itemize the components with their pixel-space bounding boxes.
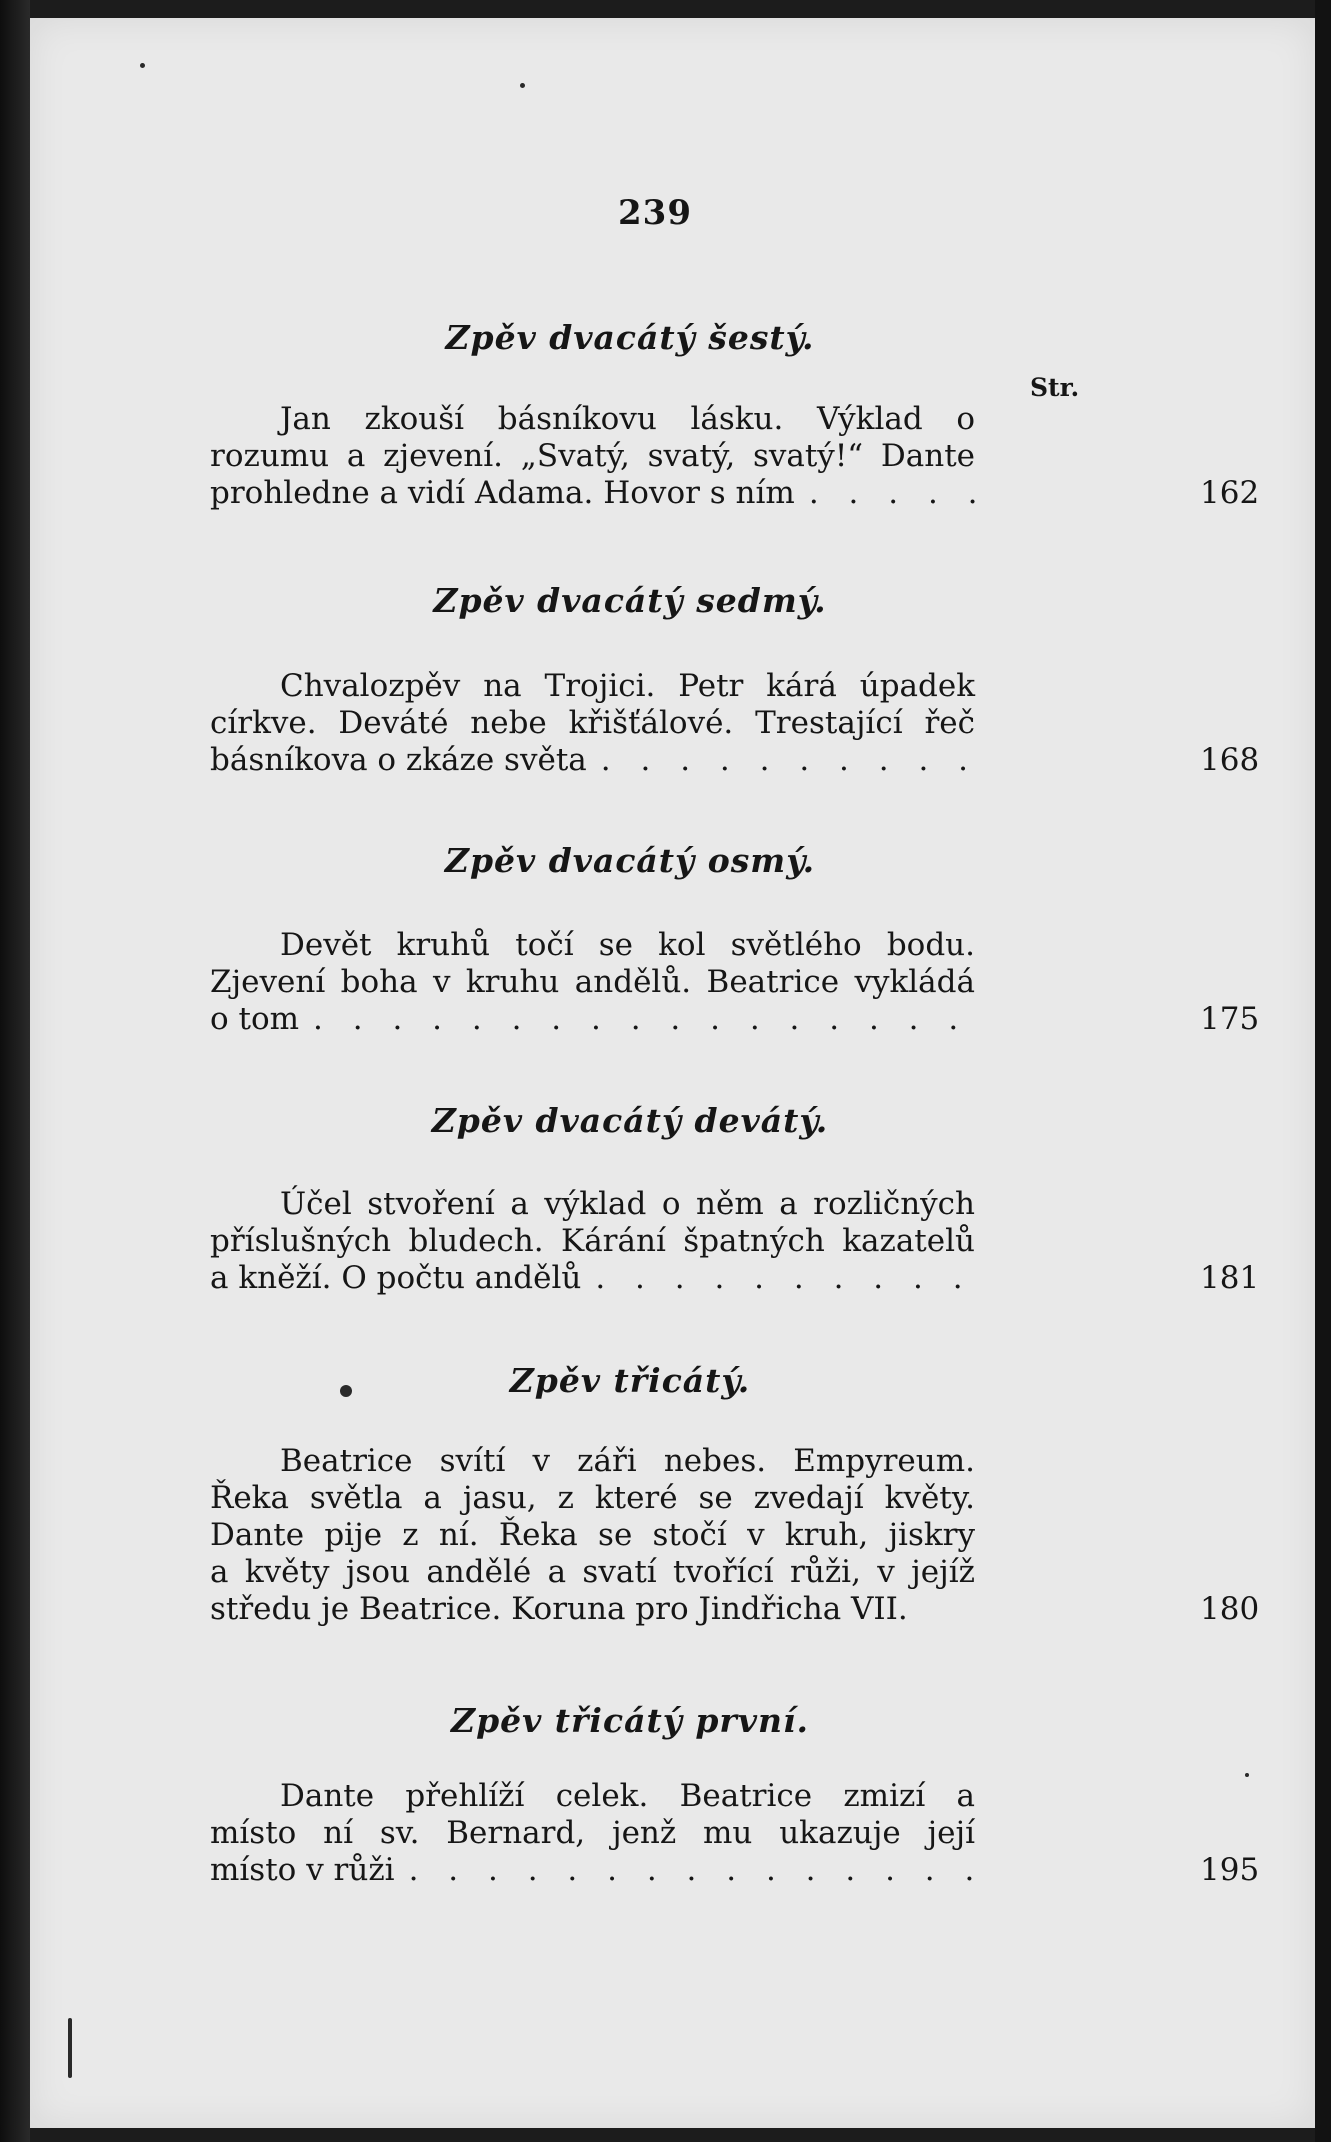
entry-line: Účel stvoření a výklad o něm a rozličných: [280, 1186, 975, 1222]
section-entry: [210, 927, 1260, 1038]
entry-line: Dante přehlíží celek. Beatrice zmizí a: [280, 1778, 975, 1814]
entry-line: Zjevení boha v kruhu andělů. Beatrice vykládá: [210, 964, 975, 1000]
entry-line-text: o tom: [210, 1001, 300, 1037]
page-edge-shadow-left: [0, 0, 30, 2142]
entry-line: Dante pije z ní. Řeka se stočí v kruh, jiskry: [210, 1517, 975, 1553]
entry-last-line: [210, 1260, 975, 1297]
entry-line: Jan zkouší básníkovu lásku. Výklad o: [280, 401, 975, 437]
entry-line: středu je Beatrice. Koruna pro Jindřicha VII.: [210, 1591, 908, 1627]
entry-page-number: 162: [1200, 475, 1260, 511]
section-entry: [210, 1778, 1260, 1889]
dot-leader: [795, 475, 975, 512]
section-heading: Zpěv třicátý první.: [450, 1701, 810, 1740]
scan-speck: [340, 1385, 352, 1397]
section-heading: Zpěv třicátý.: [509, 1361, 751, 1400]
dot-leader: [395, 1852, 975, 1889]
entry-last-line: [210, 475, 975, 512]
entry-line: církve. Deváté nebe křišťálové. Trestající řeč: [210, 705, 975, 741]
entry-line-text: prohledne a vidí Adama. Hovor s ním: [210, 475, 795, 511]
entry-page-number: 175: [1200, 1001, 1260, 1037]
scan-speck: [520, 83, 525, 88]
entry-line: rozumu a zjevení. „Svatý, svatý, svatý!“ Dante: [210, 438, 975, 474]
section-heading: Zpěv dvacátý sedmý.: [433, 581, 827, 620]
entry-line: Řeka světla a jasu, z které se zvedají květy.: [210, 1480, 975, 1516]
dot-leader: [581, 1260, 975, 1297]
entry-page-number: 195: [1200, 1852, 1260, 1888]
section-entry: [210, 668, 1260, 779]
entry-line: Beatrice svítí v záři nebes. Empyreum.: [280, 1443, 975, 1479]
entry-line: příslušných bludech. Kárání špatných kazatelů: [210, 1223, 975, 1259]
book-page: [30, 18, 1315, 2128]
page-column-label: Str.: [1030, 373, 1080, 402]
entry-last-line: [210, 1852, 975, 1889]
entry-page-number: 168: [1200, 742, 1260, 778]
entry-line-text: a kněží. O počtu andělů: [210, 1260, 582, 1296]
section-entry: [210, 401, 1260, 512]
entry-page-number: 180: [1200, 1591, 1260, 1627]
entry-line-text: básníkova o zkáze světa: [210, 742, 587, 778]
section-heading: Zpěv dvacátý šestý.: [445, 318, 815, 357]
section-heading: Zpěv dvacátý devátý.: [431, 1101, 829, 1140]
section-entry: [210, 1443, 1260, 1628]
entry-page-number: 181: [1200, 1260, 1260, 1296]
scan-speck: [1245, 1773, 1249, 1777]
scan-speck: [68, 2018, 72, 2078]
entry-line: Chvalozpěv na Trojici. Petr kárá úpadek: [280, 668, 975, 704]
entry-line: Devět kruhů točí se kol světlého bodu.: [280, 927, 975, 963]
page-edge-shadow-right: [1315, 0, 1331, 2142]
entry-line-text: místo v růži: [210, 1852, 395, 1888]
dot-leader: [299, 1001, 975, 1038]
entry-last-line: [210, 742, 975, 779]
entry-line: a květy jsou andělé a svatí tvořící růži, v jejíž: [210, 1554, 975, 1590]
section-entry: [210, 1186, 1260, 1297]
entry-last-line: [210, 1001, 975, 1038]
dot-leader: [587, 742, 975, 779]
scan-speck: [140, 63, 145, 68]
entry-line: místo ní sv. Bernard, jenž mu ukazuje její: [210, 1815, 975, 1851]
page-number: 239: [618, 193, 692, 233]
section-heading: Zpěv dvacátý osmý.: [444, 841, 816, 880]
